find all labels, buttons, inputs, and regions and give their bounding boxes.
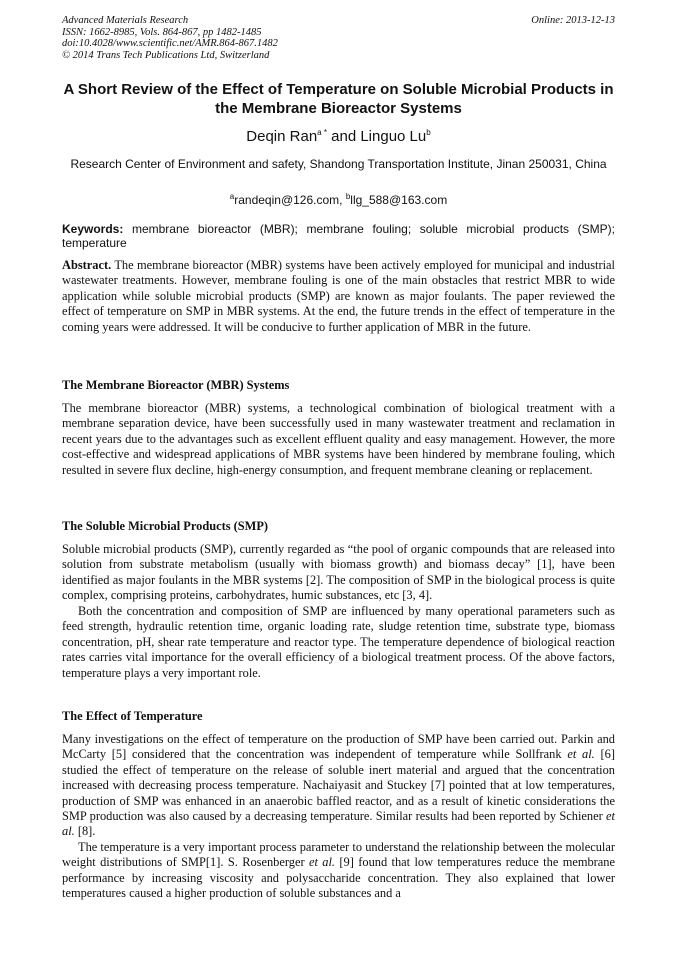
- section-paragraph: Soluble microbial products (SMP), currently regarded as “the pool of organic compounds that are released into solution from substrate metabolism (usually with biomass growth) and biomass decay” [1], have been identified as major foulants in the MBR systems [2]. The composition of SMP in the biological process is quite complex, comprising proteins, carbohydrates, humic substances, etc [3, 4].: [62, 542, 615, 603]
- email-address: randeqin@126.com,: [234, 193, 343, 207]
- author-affiliation-mark: b: [426, 128, 431, 137]
- et-al: et al.: [567, 747, 595, 762]
- paragraph-text: [6] studied the effect of temperature on the release of soluble inert material and argued that the concentration increased with decreasing process temperature. Nachaiyasit and Stuckey [7] pointed that at low temperatures, production of SMP was enhanced in an anaerobic baffled reactor, and as a result of kinetic considerations the SMP production was also caused by a decreasing temperature. Similar results had been reported by Schiener: [62, 747, 615, 824]
- email-address: llg_588@163.com: [350, 193, 448, 207]
- author-line: [62, 128, 615, 146]
- author-name: Linguo Lu: [360, 128, 427, 145]
- section-paragraph: The membrane bioreactor (MBR) systems, a technological combination of biological treatment with a membrane separation device, have been successfully used in many wastewater treatment and reclamation in recent years due to the advantages such as excellent effluent quality and easy management. However, the more cost-effective and widespread applications of MBR systems have been hindered by membrane fouling, which resulted in severe flux decline, high-energy consumption, and frequent membrane cleaning or replacement.: [62, 401, 615, 477]
- abstract-label: Abstract.: [62, 258, 112, 272]
- journal-copyright: © 2014 Trans Tech Publications Ltd, Switzerland: [62, 49, 270, 61]
- paragraph-text: The temperature is a very important process parameter to understand the relationship between the molecular weight distributions of SMP[1]. S. Rosenberger: [62, 840, 615, 870]
- abstract-text: The membrane bioreactor (MBR) systems have been actively employed for municipal and industrial wastewater treatments. However, membrane fouling is one of the main obstacles that restrict MBR to wide application while soluble microbial products (SMP) are known as major foulants. The paper reviewed the effect of temperature on SMP in MBR systems. At the end, the future trends in the effect of temperature in the coming years were addressed. It will be conducive to further application of MBR in the future.: [62, 258, 615, 334]
- journal-header: [62, 15, 615, 61]
- email-mark: b: [345, 192, 351, 201]
- abstract: [62, 258, 615, 335]
- paragraph-text: Many investigations on the effect of temperature on the production of SMP have been carried out. Parkin and McCarty [5] considered that the concentration was independent of temperature while Sollfrank: [62, 732, 615, 762]
- keywords-label: Keywords:: [62, 222, 124, 236]
- paragraph-text: [8].: [77, 824, 96, 839]
- author-conjunction: and: [331, 128, 357, 145]
- online-date: Online: 2013-12-13: [531, 15, 615, 26]
- section-paragraph: [62, 732, 615, 840]
- journal-doi: doi:10.4028/www.scientific.net/AMR.864-867.1482: [62, 38, 278, 49]
- section-heading: The Soluble Microbial Products (SMP): [62, 519, 269, 533]
- paper-title: A Short Review of the Effect of Temperature on Soluble Microbial Products in the Membrane Bioreactor Systems: [63, 81, 614, 117]
- et-al: et al.: [62, 809, 615, 839]
- et-al: et al.: [308, 855, 336, 870]
- paragraph-text: [9] found that low temperatures reduce the membrane performance by increasing viscosity and polysaccharide concentration. They also explained that lower temperatures caused a higher production of soluble substances and a: [62, 855, 615, 901]
- section-heading: The Membrane Bioreactor (MBR) Systems: [62, 378, 290, 392]
- section-paragraph: Both the concentration and composition of SMP are influenced by many operational parameters such as feed strength, hydraulic retention time, organic loading rate, sludge retention time, substrate type, biomass concentration, pH, shear rate temperature and reactor type. The temperature dependence of biological reaction rates carries vital importance for the overall efficiency of a biological treatment process. Of the above factors, temperature plays a very important role.: [62, 604, 615, 680]
- section-paragraph: [62, 840, 615, 902]
- author-emails: [62, 193, 615, 208]
- section-heading: The Effect of Temperature: [62, 709, 203, 723]
- email-mark: a: [229, 192, 235, 201]
- author-affiliation-mark: a *: [317, 128, 327, 137]
- affiliation: Research Center of Environment and safety, Shandong Transportation Institute, Jinan 250031, China: [70, 157, 607, 171]
- journal-name: Advanced Materials Research: [62, 15, 189, 26]
- keywords: [62, 222, 615, 250]
- journal-issn: ISSN: 1662-8985, Vols. 864-867, pp 1482-1485: [62, 26, 262, 38]
- author-name: Deqin Ran: [246, 128, 318, 145]
- keywords-text: membrane bioreactor (MBR); membrane fouling; soluble microbial products (SMP); temperature: [62, 222, 615, 250]
